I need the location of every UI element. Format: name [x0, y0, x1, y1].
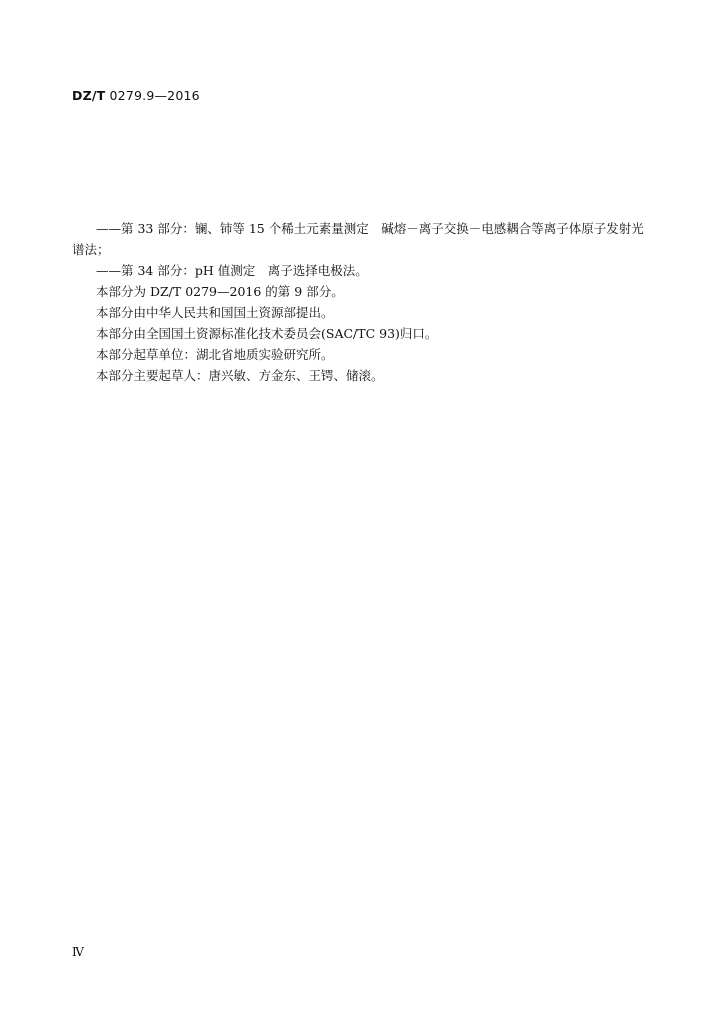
standard-number: 0279.9—2016 — [109, 88, 200, 103]
paragraph-part-statement: 本部分为 DZ/T 0279—2016 的第 9 部分。 — [96, 284, 344, 299]
page-number: Ⅳ — [72, 945, 84, 959]
paragraph-committee: 本部分由全国国土资源标准化技术委员会(SAC/TC 93)归口。 — [96, 326, 438, 341]
paragraph-part-34: ——第 34 部分：pH 值测定 离子选择电极法。 — [96, 263, 368, 278]
standard-prefix: DZ/T — [72, 88, 106, 103]
paragraph-drafting-unit: 本部分起草单位：湖北省地质实验研究所。 — [96, 347, 334, 362]
paragraph-part-33: ——第 33 部分：镧、铈等 15 个稀土元素量测定 碱熔－离子交换－电感耦合等离子体原子发射光谱法； — [72, 221, 644, 257]
paragraph-proposer: 本部分由中华人民共和国国土资源部提出。 — [96, 305, 334, 320]
paragraph-drafters: 本部分主要起草人：唐兴敏、方金东、王锷、储滚。 — [96, 368, 384, 383]
standard-header — [72, 88, 200, 103]
foreword-body — [72, 218, 652, 386]
